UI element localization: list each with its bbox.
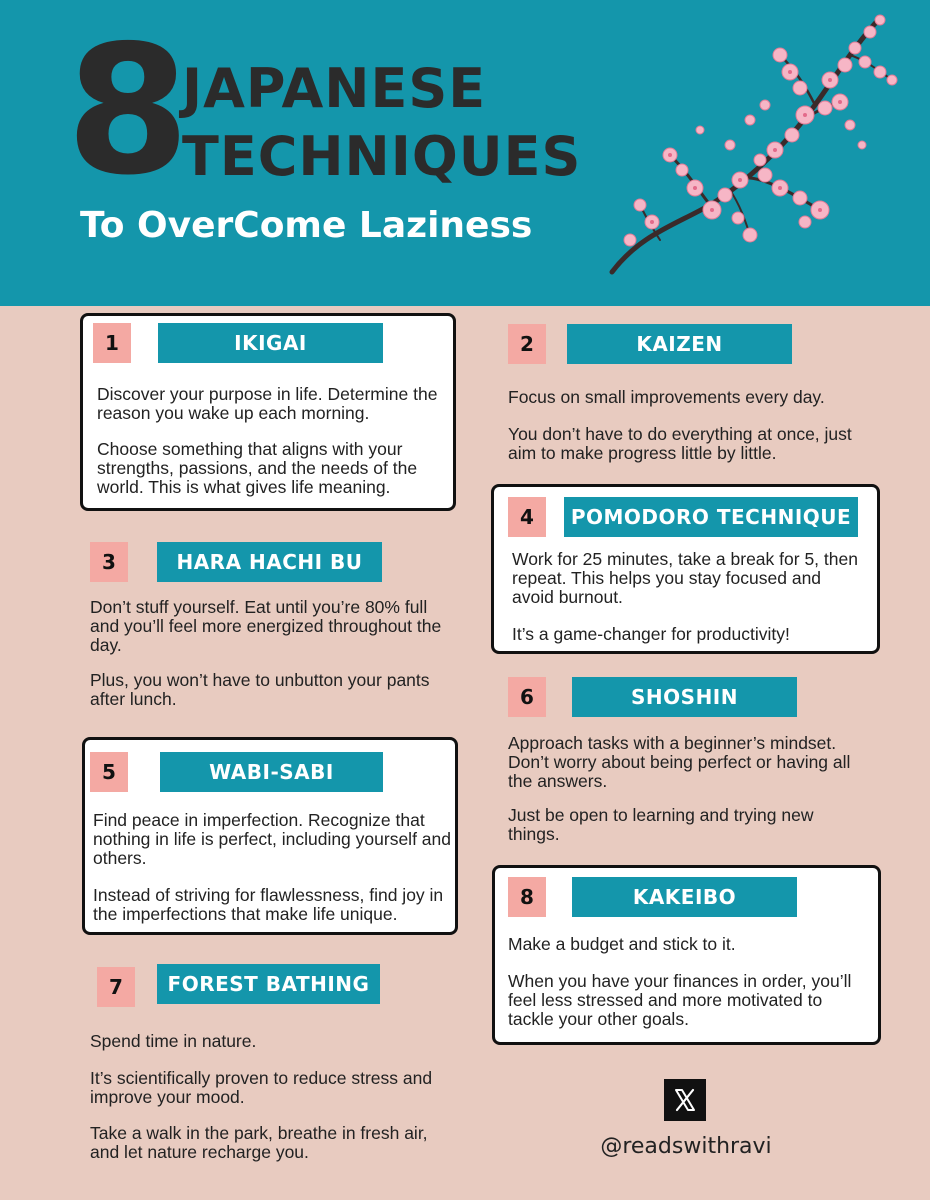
x-logo-icon[interactable]: [664, 1079, 706, 1121]
header-banner: [0, 0, 930, 306]
technique-description: Work for 25 minutes, take a break for 5, then repeat. This helps you stay focused and avoid burnout.: [512, 549, 858, 607]
technique-description: Just be open to learning and trying new things.: [508, 805, 814, 844]
technique-description: Make a budget and stick to it.: [508, 934, 736, 954]
technique-description: Instead of striving for flawlessness, find joy in the imperfections that make life unique.: [93, 885, 444, 924]
technique-description: You don’t have to do everything at once, just aim to make progress little by little.: [508, 424, 852, 463]
technique-title: HARA HACHI BU: [157, 542, 382, 582]
technique-description: Don’t stuff yourself. Eat until you’re 80% full and you’ll feel more energized throughout the day.: [90, 597, 442, 655]
technique-description: Choose something that aligns with your strengths, passions, and the needs of the world. This is what gives life meaning.: [97, 439, 418, 497]
technique-title: POMODORO TECHNIQUE: [564, 497, 858, 537]
technique-number: 3: [90, 542, 128, 582]
technique-description: Discover your purpose in life. Determine the reason you wake up each morning.: [97, 384, 438, 423]
title-line-2: TECHNIQUES: [182, 125, 582, 188]
technique-description: It’s a game-changer for productivity!: [512, 624, 790, 644]
title-line-1: JAPANESE: [182, 57, 487, 120]
technique-description: Take a walk in the park, breathe in fresh air, and let nature recharge you.: [90, 1123, 428, 1162]
technique-number: 5: [90, 752, 128, 792]
technique-title: FOREST BATHING: [157, 964, 380, 1004]
technique-number: 1: [93, 323, 131, 363]
technique-description: Spend time in nature.: [90, 1031, 257, 1051]
title-number: 8: [66, 7, 186, 214]
technique-description: Approach tasks with a beginner’s mindset. Don’t worry about being perfect or having all the answers.: [508, 733, 851, 791]
technique-title: WABI-SABI: [160, 752, 383, 792]
technique-description: When you have your finances in order, you’ll feel less stressed and more motivated to tackle your other goals.: [508, 971, 852, 1029]
technique-title: IKIGAI: [158, 323, 383, 363]
technique-title: KAIZEN: [567, 324, 792, 364]
technique-description: Focus on small improvements every day.: [508, 387, 825, 407]
technique-description: Find peace in imperfection. Recognize that nothing in life is perfect, including yourself and others.: [93, 810, 451, 868]
technique-title: KAKEIBO: [572, 877, 797, 917]
technique-number: 2: [508, 324, 546, 364]
technique-number: 8: [508, 877, 546, 917]
technique-description: It’s scientifically proven to reduce stress and improve your mood.: [90, 1068, 433, 1107]
subtitle: To OverCome Laziness: [80, 205, 533, 246]
technique-description: Plus, you won’t have to unbutton your pants after lunch.: [90, 670, 430, 709]
technique-number: 4: [508, 497, 546, 537]
technique-number: 7: [97, 967, 135, 1007]
technique-number: 6: [508, 677, 546, 717]
technique-title: SHOSHIN: [572, 677, 797, 717]
social-handle[interactable]: @readswithravi: [600, 1134, 772, 1159]
cherry-blossom-branch-icon: [600, 10, 900, 280]
